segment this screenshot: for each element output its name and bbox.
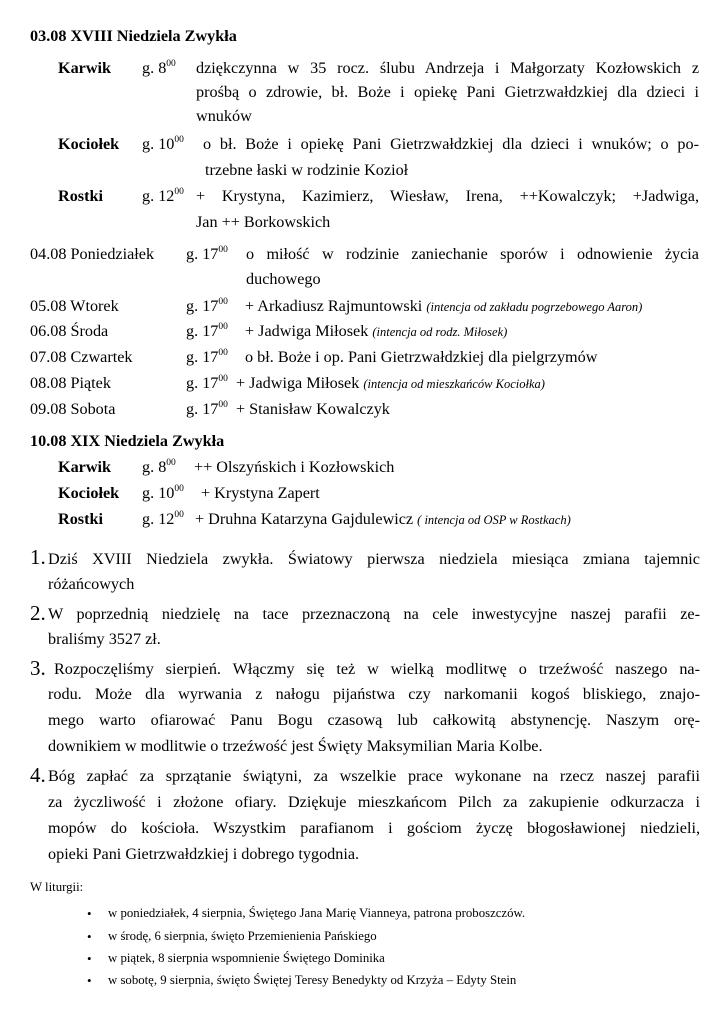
- sunday-heading: 10.08 XIX Niedziela Zwykła: [30, 432, 225, 450]
- intention-note: (intencja od zakładu pogrzebowego Aaron): [426, 300, 643, 314]
- intention-text: Jan ++ Borkowskich: [196, 213, 331, 231]
- bullet-icon: •: [87, 973, 92, 988]
- weekday-label: 08.08 Piątek: [30, 374, 111, 392]
- mass-time: g. $17^{00}$: [186, 399, 228, 418]
- announcement-line: opieki Pani Gietrzwałdzkiej i dobrego tygodnia.: [48, 845, 360, 863]
- announcement-number: 3.: [30, 656, 46, 680]
- announcement-line: Dziś XVIII Niedziela zwykła. Światowy pierwsza niedziela miesiąca zmiana tajemnic: [48, 550, 700, 568]
- mass-time: g. $17^{00}$: [186, 321, 228, 340]
- intention-text: + Stanisław Kowalczyk: [236, 400, 390, 418]
- place-rostki: Rostki: [58, 187, 103, 205]
- announcement-number: 1.: [30, 545, 46, 569]
- intention-text: wnuków: [196, 107, 252, 125]
- sunday-heading: 03.08 XVIII Niedziela Zwykła: [30, 27, 237, 45]
- announcement-line: downikiem w modlitwie o trzeźwość jest Święty Maksymilian Maria Kolbe.: [48, 737, 543, 755]
- liturgy-item: w poniedziałek, 4 sierpnia, Świętego Jana Marię Vianneya, patrona proboszczów.: [108, 906, 526, 920]
- mass-time: g. $17^{00}$: [186, 347, 228, 366]
- intention-text: + Druhna Katarzyna Gajdulewicz ( intencja od OSP w Rostkach): [195, 510, 571, 528]
- weekday-label: 07.08 Czwartek: [30, 348, 133, 366]
- place-karwik: Karwik: [58, 59, 112, 77]
- intention-text: trzebne łaski w rodzinie Kozioł: [205, 161, 409, 179]
- liturgy-item: w piątek, 8 sierpnia wspomnienie Świętego Dominika: [108, 951, 385, 965]
- liturgy-item: w sobotę, 9 sierpnia, święto Świętej Teresy Benedykty od Krzyża – Edyty Stein: [108, 973, 517, 987]
- intention-text: ++ Olszyńskich i Kozłowskich: [194, 458, 395, 476]
- intention-text: + Krystyna, Kazimierz, Wiesław, Irena, ++Kowalczyk; +Jadwiga,: [196, 187, 699, 205]
- weekday-label: 04.08 Poniedziałek: [30, 245, 155, 263]
- mass-time: g. $10^{00}$: [142, 134, 184, 153]
- announcement-line: Rozpoczęliśmy sierpień. Włączmy się też w wielką modlitwę o trzeźwość naszego na-: [54, 660, 700, 678]
- place-karwik: Karwik: [58, 458, 112, 476]
- weekday-label: 06.08 Środa: [30, 322, 109, 340]
- announcement-line: mego warto ofiarować Panu Bogu czasową lub całkowitą abstynencję. Naszym orę-: [48, 711, 700, 729]
- mass-time: g. $17^{00}$: [186, 244, 228, 263]
- intention-text: o bł. Boże i opiekę Pani Gietrzwałdzkiej dla dzieci i wnuków; o po-: [203, 135, 699, 153]
- intention-text: + Arkadiusz Rajmuntowski (intencja od zakładu pogrzebowego Aaron): [245, 297, 643, 315]
- mass-time: g. $8^{00}$: [142, 58, 176, 77]
- mass-time: g. $17^{00}$: [186, 296, 228, 315]
- intention-note: (intencja od mieszkańców Kociołka): [363, 377, 545, 391]
- intention-text: + Jadwiga Miłosek (intencja od rodz. Miłosek): [245, 322, 508, 340]
- liturgy-item: w środę, 6 sierpnia, święto Przemienienia Pańskiego: [108, 929, 377, 943]
- mass-time: g. $10^{00}$: [142, 483, 184, 502]
- announcement-line: braliśmy 3527 zł.: [48, 630, 161, 648]
- mass-time: g. $12^{00}$: [142, 509, 184, 528]
- intention-note: (intencja od rodz. Miłosek): [372, 325, 508, 339]
- mass-time: g. $17^{00}$: [186, 373, 228, 392]
- weekday-label: 09.08 Sobota: [30, 400, 116, 418]
- bullet-icon: •: [87, 929, 92, 944]
- mass-time: g. $12^{00}$: [142, 186, 184, 205]
- intention-note: ( intencja od OSP w Rostkach): [417, 513, 571, 527]
- intention-text: o bł. Boże i op. Pani Gietrzwałdzkiej dla pielgrzymów: [245, 348, 598, 366]
- announcement-line: różańcowych: [48, 575, 135, 593]
- announcement-number: 4.: [30, 763, 46, 787]
- liturgy-heading: W liturgii:: [30, 880, 84, 894]
- place-rostki: Rostki: [58, 510, 103, 528]
- announcement-line: za życzliwość i złożone ofiary. Dziękuje mieszkańcom Pilch za zakupienie odkurzacza i: [48, 793, 700, 811]
- bullet-icon: •: [87, 906, 92, 921]
- announcement-line: Bóg zapłać za sprzątanie świątyni, za wszelkie prace wykonane na rzecz naszej parafii: [48, 767, 700, 785]
- announcement-line: W poprzednią niedzielę na tace przeznaczoną na cele inwestycyjne naszej parafii ze-: [48, 605, 700, 623]
- place-kociolek: Kociołek: [58, 484, 120, 502]
- intention-text: duchowego: [246, 270, 321, 288]
- intention-text: o miłość w rodzinie zaniechanie sporów i odnowienie życia: [246, 245, 699, 263]
- announcement-number: 2.: [30, 601, 46, 625]
- place-kociolek: Kociołek: [58, 135, 120, 153]
- weekday-label: 05.08 Wtorek: [30, 297, 119, 315]
- intention-text: prośbą o zdrowie, bł. Boże i opiekę Pani Gietrzwałdzkiej dla dzieci i: [196, 83, 699, 101]
- bullet-icon: •: [87, 951, 92, 966]
- intention-text: dziękczynna w 35 rocz. ślubu Andrzeja i Małgorzaty Kozłowskich z: [196, 59, 699, 77]
- announcement-line: rodu. Może dla wyrwania z nałogu pijaństwa czy narkomanii kogoś bliskiego, znajo-: [48, 685, 700, 703]
- intention-text: + Jadwiga Miłosek (intencja od mieszkańców Kociołka): [236, 374, 545, 392]
- announcement-line: mopów do kościoła. Wszystkim parafianom i gościom życzę błogosławionej niedzieli,: [48, 819, 700, 837]
- intention-text: + Krystyna Zapert: [201, 484, 320, 502]
- mass-time: g. $8^{00}$: [142, 457, 176, 476]
